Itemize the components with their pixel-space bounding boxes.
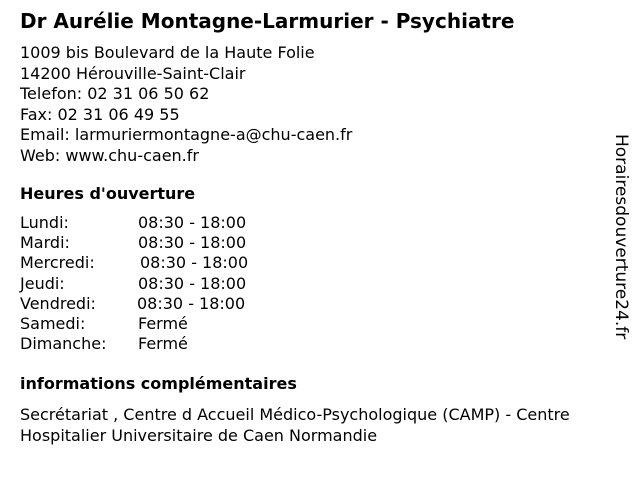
hours-row-saturday — [20, 314, 320, 334]
hours-value: 08:30 - 18:00 — [138, 233, 247, 253]
additional-info-heading: informations complémentaires — [20, 374, 297, 393]
hours-value: 08:30 - 18:00 — [138, 273, 247, 293]
site-watermark: Horairesdouverture24.fr — [611, 134, 631, 340]
hours-row-sunday — [20, 334, 320, 354]
day-label: Dimanche: — [20, 334, 107, 354]
day-label: Mercredi: — [20, 253, 95, 273]
day-label: Jeudi: — [20, 273, 65, 293]
contact-block — [20, 43, 352, 166]
hours-row-tuesday — [20, 233, 320, 253]
hours-row-thursday — [20, 274, 320, 294]
phone-text: Telefon: 02 31 06 50 62 — [20, 84, 210, 103]
day-label: Vendredi: — [20, 293, 96, 313]
address-line-2: 14200 Hérouville-Saint-Clair — [20, 63, 246, 83]
opening-hours-heading: Heures d'ouverture — [20, 184, 196, 203]
day-label: Samedi: — [20, 313, 86, 333]
day-label: Lundi: — [20, 213, 69, 232]
hours-row-friday — [20, 294, 320, 314]
day-label: Mardi: — [20, 233, 70, 253]
fax-text: Fax: 02 31 06 49 55 — [20, 104, 180, 124]
hours-value: Fermé — [138, 334, 188, 354]
hours-value: Fermé — [138, 313, 188, 333]
hours-value: 08:30 - 18:00 — [138, 213, 247, 232]
hours-value: 08:30 - 18:00 — [137, 293, 246, 313]
opening-hours-table — [20, 213, 320, 354]
web-text: Web: www.chu-caen.fr — [20, 145, 199, 165]
email-text: Email: larmuriermontagne-a@chu-caen.fr — [20, 125, 353, 144]
page-title: Dr Aurélie Montagne-Larmurier - Psychiatre — [20, 9, 515, 33]
additional-info-text: Secrétariat , Centre d Accueil Médico-Psychologique (CAMP) - Centre Hospitalier Universitaire de Caen Normandie — [20, 405, 570, 445]
hours-row-monday — [20, 213, 320, 233]
address-line-1: 1009 bis Boulevard de la Haute Folie — [20, 43, 315, 62]
hours-value: 08:30 - 18:00 — [140, 253, 249, 273]
hours-row-wednesday — [20, 253, 320, 273]
